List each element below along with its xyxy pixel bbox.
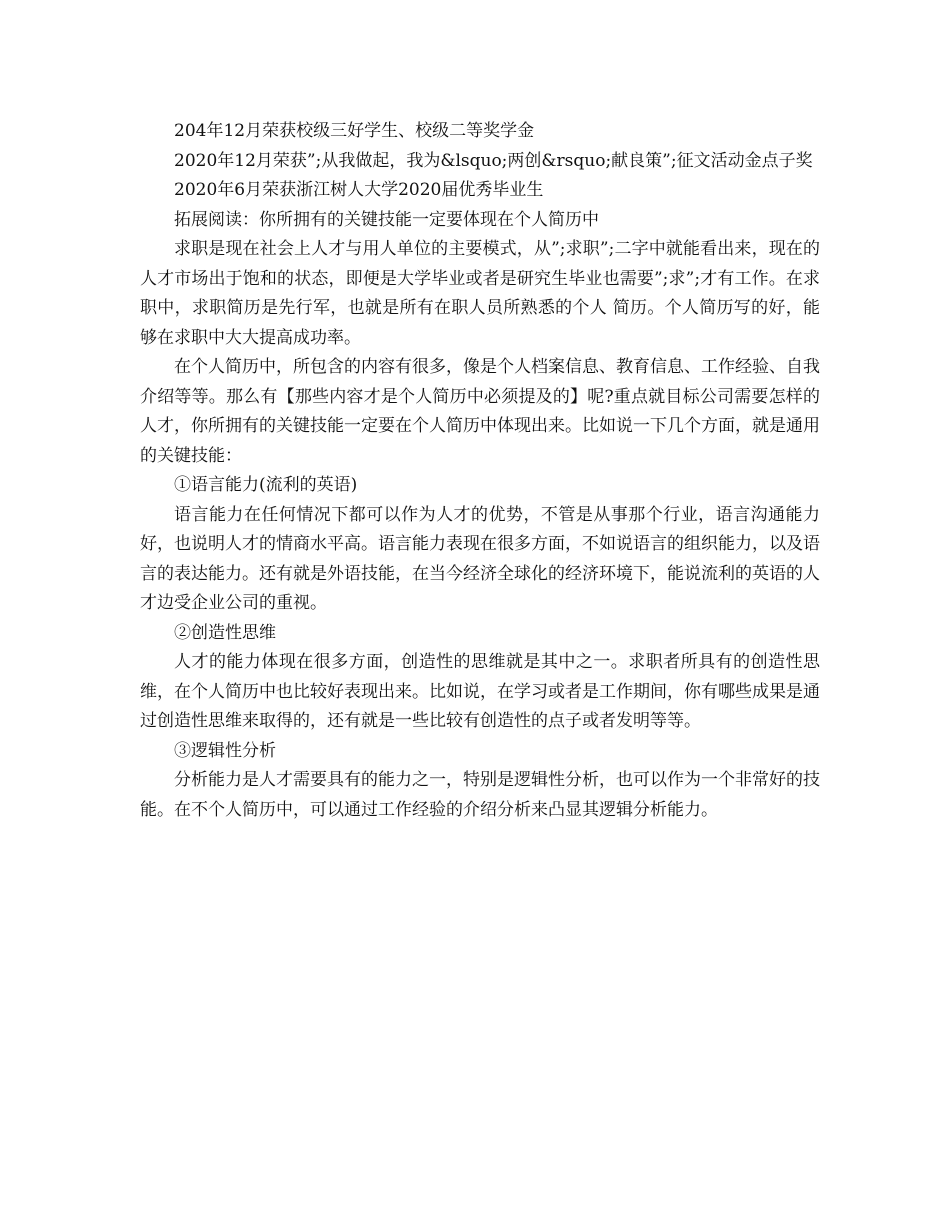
document-body (140, 117, 820, 825)
heading-language-ability: ①语言能力(流利的英语) (174, 475, 358, 495)
paragraph-resume-content: 在个人简历中，所包含的内容有很多，像是个人档案信息、教育信息、工作经验、自我介绍等等。那么有【那些内容才是个人简历中必须提及的】呢?重点就目标公司需要怎样的人才，你所拥有的关键技能一定要在个人简历中体现出来。比如说一下几个方面，就是通用的关键技能： (140, 357, 820, 466)
paragraph-language-ability: 语言能力在任何情况下都可以作为人才的优势，不管是从事那个行业，语言沟通能力好，也说明人才的情商水平高。语言能力表现在很多方面，不如说语言的组织能力，以及语言的表达能力。还有就是外语技能，在当今经济全球化的经济环境下，能说流利的英语的人才边受企业公司的重视。 (140, 504, 820, 613)
paragraph-logical-analysis: 分析能力是人才需要具有的能力之一，特别是逻辑性分析，也可以作为一个非常好的技能。在不个人简历中，可以通过工作经验的介绍分析来凸显其逻辑分析能力。 (140, 770, 820, 820)
paragraph-creative-thinking: 人才的能力体现在很多方面，创造性的思维就是其中之一。求职者所具有的创造性思维，在个人简历中也比较好表现出来。比如说，在学习或者是工作期间，你有哪些成果是通过创造性思维来取得的，还有就是一些比较有创造性的点子或者发明等等。 (140, 652, 820, 731)
paragraph-award-3: 2020年6月荣获浙江树人大学2020届优秀毕业生 (174, 180, 544, 200)
paragraph-award-1: 204年12月荣获校级三好学生、校级二等奖学金 (174, 121, 535, 141)
paragraph-extended-reading: 拓展阅读：你所拥有的关键技能一定要体现在个人简历中 (174, 209, 599, 230)
paragraph-intro: 求职是现在社会上人才与用人单位的主要模式，从”;求职”;二字中就能看出来，现在的人才市场出于饱和的状态，即便是大学毕业或者是研究生毕业也需要”;求”;才有工作。在求职中，求职简历是先行军，也就是所有在职人员所熟悉的个人 简历。个人简历写的好，能够在求职中大大提高成功率。 (140, 239, 820, 348)
heading-logical-analysis: ③逻辑性分析 (174, 740, 276, 761)
heading-creative-thinking: ②创造性思维 (174, 622, 276, 643)
paragraph-award-2: 2020年12月荣获”;从我做起，我为&lsquo;两创&rsquo;献良策”;征文活动金点子奖 (174, 150, 813, 171)
